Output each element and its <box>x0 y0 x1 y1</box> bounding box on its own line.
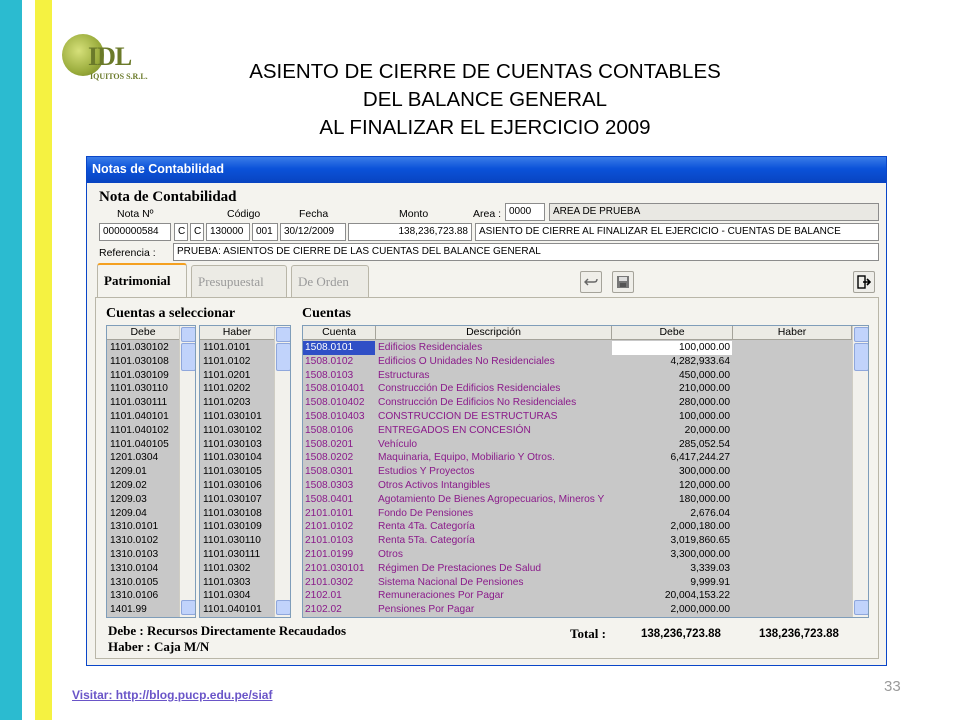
list-item[interactable]: 1101.040105 <box>110 438 169 450</box>
debe-cell[interactable]: 9,999.91 <box>690 576 730 588</box>
haber-cell[interactable] <box>733 410 851 424</box>
page-number: 33 <box>884 678 901 695</box>
haber-cell[interactable] <box>733 424 851 438</box>
cuentas-seleccionar-title: Cuentas a seleccionar <box>106 306 236 321</box>
descripcion-field[interactable]: ASIENTO DE CIERRE AL FINALIZAR EL EJERCICIO - CUENTAS DE BALANCE <box>475 223 879 241</box>
list-item[interactable]: 1101.030104 <box>203 452 262 464</box>
descripcion-cell[interactable]: Construcción De Edificios Residenciales <box>378 383 561 395</box>
descripcion-cell[interactable]: Otros <box>378 549 403 560</box>
haber-cell[interactable] <box>733 576 851 590</box>
cuenta-column-header[interactable]: Cuenta <box>303 326 376 340</box>
table-row[interactable] <box>303 534 852 548</box>
cuenta-cell[interactable]: 2101.0101 <box>305 507 354 519</box>
list-item[interactable]: 1209.01 <box>110 466 147 478</box>
patrimonial-panel <box>95 297 879 659</box>
descripcion-column-header[interactable]: Descripción <box>376 326 612 340</box>
debe-cell[interactable]: 2,000,180.00 <box>670 521 730 533</box>
haber-source <box>108 639 209 655</box>
list-item[interactable]: 1101.040102 <box>110 424 169 436</box>
list-item[interactable]: 1401.99 <box>110 604 147 616</box>
debe-cell[interactable]: 6,417,244.27 <box>670 452 730 464</box>
list-item[interactable]: 1101.040101 <box>203 604 262 616</box>
haber-source-value: Caja M/N <box>153 639 210 654</box>
cuenta-cell[interactable]: 1508.010401 <box>305 383 365 395</box>
debe-source <box>108 623 346 639</box>
scroll-thumb[interactable] <box>854 343 869 371</box>
table-row[interactable] <box>303 493 852 507</box>
cuenta-cell[interactable]: 1508.0103 <box>305 369 354 381</box>
descripcion-cell[interactable]: Edificios Residenciales <box>378 342 483 353</box>
total-debe-value: 138,236,723.88 <box>641 628 721 640</box>
debe-cell[interactable]: 3,019,860.65 <box>670 535 730 547</box>
haber-accounts-list[interactable] <box>199 325 291 618</box>
debe-cell[interactable]: 3,300,000.00 <box>670 549 730 560</box>
codigo2-field[interactable]: 001 <box>252 223 278 241</box>
table-row[interactable] <box>303 576 852 590</box>
debe-list-header: Debe <box>107 326 179 340</box>
nota-number-field[interactable]: 0000000584 <box>99 223 171 241</box>
list-item[interactable]: 1101.030103 <box>203 438 262 450</box>
debe-list-scrollbar[interactable] <box>179 326 196 617</box>
table-row[interactable] <box>303 562 852 576</box>
haber-cell[interactable] <box>733 507 851 521</box>
table-row[interactable] <box>303 451 852 465</box>
title-line: AL FINALIZAR EL EJERCICIO 2009 <box>319 116 651 139</box>
list-item[interactable]: 1101.030101 <box>203 410 262 422</box>
yellow-accent-bar <box>35 0 52 720</box>
scroll-up-icon[interactable] <box>181 327 196 342</box>
list-item[interactable]: 1209.02 <box>110 479 147 491</box>
debe-accounts-list[interactable] <box>106 325 196 618</box>
cuenta-cell[interactable]: 2101.0302 <box>305 576 354 588</box>
list-item[interactable]: 1101.030108 <box>110 355 169 367</box>
list-item[interactable]: 1209.04 <box>110 507 147 519</box>
table-row[interactable] <box>303 424 852 438</box>
haber-cell[interactable] <box>733 465 851 479</box>
tab-patrimonial[interactable]: Patrimonial <box>97 263 187 297</box>
list-item[interactable]: 1101.0201 <box>203 369 251 381</box>
list-item[interactable]: 1101.0202 <box>203 383 251 395</box>
haber-cell[interactable] <box>733 341 851 355</box>
list-item[interactable]: 1310.0101 <box>110 521 159 533</box>
list-item[interactable]: 1101.0304 <box>203 590 251 602</box>
debe-cell[interactable]: 20,000.00 <box>684 424 730 436</box>
list-item[interactable]: 1101.030107 <box>203 493 262 505</box>
scroll-down-icon[interactable] <box>854 600 869 615</box>
cuenta-cell[interactable]: 1508.0303 <box>305 480 354 491</box>
list-item[interactable]: 1310.0103 <box>110 548 159 560</box>
descripcion-cell[interactable]: Fondo De Pensiones <box>378 507 474 519</box>
table-row[interactable] <box>303 438 852 452</box>
haber-cell[interactable] <box>733 451 851 465</box>
debe-cell[interactable]: 2,676.04 <box>690 507 730 519</box>
list-item[interactable]: 1101.030110 <box>203 535 261 547</box>
exit-icon[interactable] <box>853 271 875 293</box>
cuentas-grid[interactable] <box>302 325 869 618</box>
cuenta-cell[interactable]: 1508.0101 <box>303 341 375 355</box>
notas-contabilidad-window <box>86 156 887 666</box>
tab-presupuestal[interactable]: Presupuestal <box>191 265 287 297</box>
tipo-field-1[interactable]: C <box>174 223 188 241</box>
descripcion-cell[interactable]: Agotamiento De Bienes Agropecuarios, Mineros Y <box>378 493 605 505</box>
slide-title <box>170 58 800 142</box>
list-item[interactable]: 1101.0303 <box>203 576 251 588</box>
descripcion-cell[interactable]: Remuneraciones Por Pagar <box>378 590 504 602</box>
cuenta-cell[interactable]: 2101.0103 <box>305 535 354 547</box>
title-line: DEL BALANCE GENERAL <box>362 88 608 111</box>
codigo-label: Código <box>227 208 261 220</box>
descripcion-cell[interactable]: Estructuras <box>378 369 430 381</box>
area-label: Area : <box>473 208 502 220</box>
window-titlebar[interactable] <box>87 157 886 183</box>
company-logo <box>62 34 172 84</box>
haber-cell[interactable] <box>733 438 851 452</box>
cuenta-cell[interactable]: 1508.0102 <box>305 355 354 367</box>
table-row[interactable] <box>303 369 852 383</box>
scroll-down-icon[interactable] <box>276 600 291 615</box>
codigo-field[interactable]: 130000 <box>206 223 250 241</box>
list-item[interactable]: 1101.030108 <box>203 507 262 519</box>
haber-cell[interactable] <box>733 369 851 383</box>
cuenta-cell[interactable]: 1508.0202 <box>305 452 354 464</box>
descripcion-cell[interactable]: Régimen De Prestaciones De Salud <box>378 562 542 574</box>
table-row[interactable] <box>303 396 852 410</box>
cuenta-cell[interactable]: 2101.0102 <box>305 521 354 533</box>
cuentas-title: Cuentas <box>302 306 352 321</box>
cuenta-cell[interactable]: 2102.02 <box>305 604 342 616</box>
haber-list-scrollbar[interactable] <box>274 326 291 617</box>
logo-subtext: IQUITOS S.R.L. <box>90 72 148 81</box>
table-row[interactable] <box>303 382 852 396</box>
list-item[interactable]: 1101.030105 <box>203 466 262 478</box>
descripcion-cell[interactable]: Sistema Nacional De Pensiones <box>378 576 524 588</box>
descripcion-cell[interactable]: Otros Activos Intangibles <box>378 480 491 491</box>
cuenta-cell[interactable]: 1508.0106 <box>305 424 354 436</box>
table-row[interactable] <box>303 603 852 617</box>
table-row[interactable] <box>303 341 852 355</box>
haber-cell[interactable] <box>733 355 851 369</box>
descripcion-cell[interactable]: CONSTRUCCION DE ESTRUCTURAS <box>378 411 558 422</box>
panel-title: Nota de Contabilidad <box>99 189 237 205</box>
descripcion-cell[interactable]: Estudios Y Proyectos <box>378 466 475 478</box>
total-label: Total : <box>570 626 606 641</box>
debe-cell[interactable]: 20,004,153.22 <box>664 590 730 602</box>
list-item[interactable]: 1310.0106 <box>110 590 159 602</box>
list-item[interactable]: 1101.040101 <box>110 410 169 422</box>
area-code-field[interactable]: 0000 <box>505 203 545 221</box>
cuenta-cell[interactable]: 2101.0199 <box>305 549 354 560</box>
list-item[interactable]: 1101.030111 <box>203 548 261 560</box>
area-name-field: AREA DE PRUEBA <box>549 203 879 221</box>
debe-source-label: Debe : <box>108 623 144 638</box>
scroll-up-icon[interactable] <box>854 327 869 342</box>
table-row[interactable] <box>303 355 852 369</box>
table-row[interactable] <box>303 410 852 424</box>
debe-cell[interactable]: 285,052.54 <box>679 438 730 450</box>
total-haber-value: 138,236,723.88 <box>759 628 839 640</box>
debe-cell[interactable]: 300,000.00 <box>679 466 730 478</box>
descripcion-cell[interactable]: Renta 4Ta. Categoría <box>378 521 475 533</box>
monto-label: Monto <box>399 208 429 220</box>
list-item[interactable]: 1310.0105 <box>110 576 159 588</box>
list-item[interactable]: 1101.030102 <box>203 424 262 436</box>
cuenta-cell[interactable]: 1508.010403 <box>305 411 365 422</box>
debe-cell[interactable]: 450,000.00 <box>679 369 730 381</box>
list-item[interactable]: 1201.0304 <box>110 452 159 464</box>
cuenta-cell[interactable]: 2102.01 <box>305 590 342 602</box>
tab-de-orden[interactable]: De Orden <box>291 265 369 297</box>
descripcion-cell[interactable]: ENTREGADOS EN CONCESIÓN <box>378 424 531 436</box>
haber-source-label: Haber : <box>108 639 151 654</box>
debe-cell[interactable]: 4,282,933.64 <box>670 355 730 367</box>
debe-source-value: Recursos Directamente Recaudados <box>147 623 347 638</box>
list-item[interactable]: 1101.030109 <box>110 369 169 381</box>
table-row[interactable] <box>303 507 852 521</box>
fecha-label: Fecha <box>299 208 329 220</box>
fecha-field[interactable]: 30/12/2009 <box>280 223 346 241</box>
haber-cell[interactable] <box>733 603 851 617</box>
save-icon[interactable] <box>612 271 634 293</box>
table-row[interactable] <box>303 548 852 562</box>
monto-field[interactable]: 138,236,723.88 <box>348 223 472 241</box>
undo-icon[interactable] <box>580 271 602 293</box>
scroll-down-icon[interactable] <box>181 600 196 615</box>
nota-label: Nota Nº <box>117 208 154 220</box>
haber-cell[interactable] <box>733 534 851 548</box>
haber-cell[interactable] <box>733 520 851 534</box>
cuenta-cell[interactable]: 1508.0201 <box>305 438 354 450</box>
haber-cell[interactable] <box>733 562 851 576</box>
scroll-thumb[interactable] <box>181 343 196 371</box>
cuenta-cell[interactable]: 1508.0401 <box>305 493 354 505</box>
list-item[interactable]: 1310.0104 <box>110 562 159 574</box>
haber-cell[interactable] <box>733 548 851 562</box>
descripcion-cell[interactable]: Edificios O Unidades No Residenciales <box>378 355 555 367</box>
debe-cell[interactable]: 120,000.00 <box>679 480 730 491</box>
haber-cell[interactable] <box>733 479 851 493</box>
list-item[interactable]: 1101.030102 <box>110 342 169 353</box>
list-item[interactable]: 1101.030106 <box>203 479 262 491</box>
descripcion-cell[interactable]: Renta 5Ta. Categoría <box>378 535 475 547</box>
blog-link[interactable]: Visitar: http://blog.pucp.edu.pe/siaf <box>72 688 273 702</box>
debe-cell[interactable]: 3,339.03 <box>690 562 730 574</box>
table-row[interactable] <box>303 589 852 603</box>
haber-cell[interactable] <box>733 493 851 507</box>
list-item[interactable]: 1209.03 <box>110 493 147 505</box>
descripcion-cell[interactable]: Maquinaria, Equipo, Mobiliario Y Otros. <box>378 452 555 464</box>
debe-cell[interactable]: 100,000.00 <box>679 411 730 422</box>
list-item[interactable]: 1101.0101 <box>203 342 251 353</box>
referencia-field[interactable]: PRUEBA: ASIENTOS DE CIERRE DE LAS CUENTAS DEL BALANCE GENERAL <box>173 243 879 261</box>
list-item[interactable]: 1310.0102 <box>110 535 159 547</box>
cuenta-cell[interactable]: 1508.010402 <box>305 397 365 409</box>
accent-gap <box>22 0 35 720</box>
logo-text: IDL <box>88 42 132 71</box>
haber-list-header: Haber <box>200 326 274 340</box>
list-item[interactable]: 1101.030109 <box>203 521 262 533</box>
tipo-field-2[interactable]: C <box>190 223 204 241</box>
window-title: Notas de Contabilidad <box>92 162 224 176</box>
debe-cell[interactable]: 210,000.00 <box>679 383 730 395</box>
haber-cell[interactable] <box>733 382 851 396</box>
cuenta-cell[interactable]: 2101.030101 <box>305 562 365 574</box>
debe-cell[interactable]: 2,000,000.00 <box>670 604 730 616</box>
descripcion-cell[interactable]: Pensiones Por Pagar <box>378 604 475 616</box>
left-accent-bar <box>0 0 22 720</box>
debe-column-header[interactable]: Debe <box>612 326 733 340</box>
list-item[interactable]: 1101.030110 <box>110 383 168 395</box>
debe-cell[interactable]: 180,000.00 <box>679 493 730 505</box>
list-item[interactable]: 1101.0102 <box>203 355 251 367</box>
scroll-up-icon[interactable] <box>276 327 291 342</box>
table-row[interactable] <box>303 479 852 493</box>
debe-cell[interactable]: 100,000.00 <box>612 341 732 355</box>
cuentas-grid-scrollbar[interactable] <box>852 326 869 617</box>
debe-cell[interactable]: 280,000.00 <box>679 397 730 409</box>
cuenta-cell[interactable]: 1508.0301 <box>305 466 354 478</box>
scroll-thumb[interactable] <box>276 343 291 371</box>
list-item[interactable]: 1101.030111 <box>110 397 168 409</box>
table-row[interactable] <box>303 520 852 534</box>
descripcion-cell[interactable]: Vehículo <box>378 438 418 450</box>
haber-column-header[interactable]: Haber <box>733 326 852 340</box>
referencia-label: Referencia : <box>99 247 156 259</box>
list-item[interactable]: 1101.0302 <box>203 562 251 574</box>
haber-cell[interactable] <box>733 396 851 410</box>
haber-cell[interactable] <box>733 589 851 603</box>
descripcion-cell[interactable]: Construcción De Edificios No Residenciales <box>378 397 577 409</box>
title-line: ASIENTO DE CIERRE DE CUENTAS CONTABLES <box>249 60 721 83</box>
list-item[interactable]: 1101.0203 <box>203 397 251 409</box>
table-row[interactable] <box>303 465 852 479</box>
